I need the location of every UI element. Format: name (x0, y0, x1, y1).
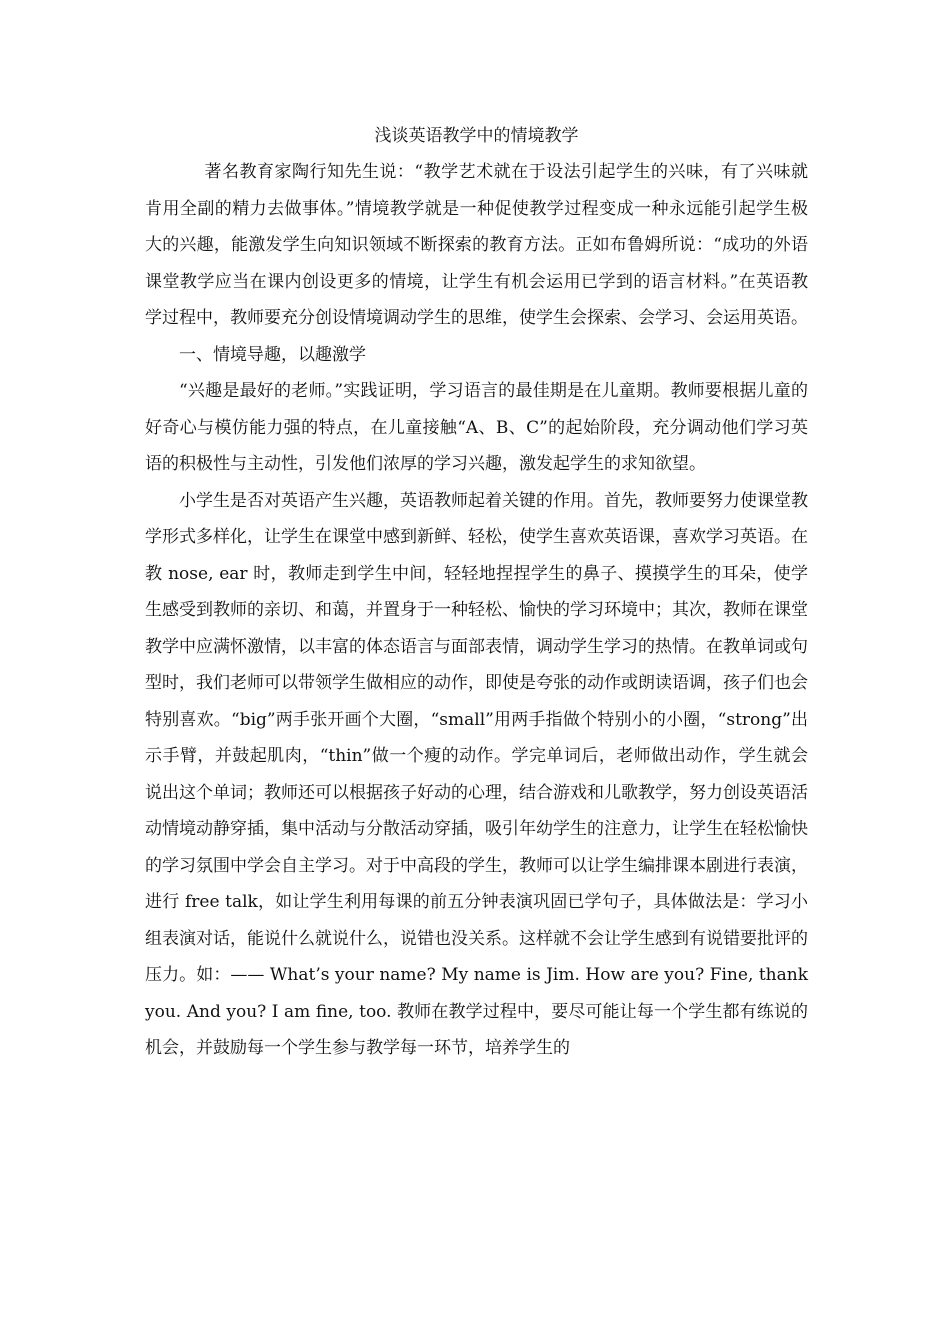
document-title: 浅谈英语教学中的情境教学 (374, 126, 579, 146)
paragraph-teacher-role: 小学生是否对英语产生兴趣，英语教师起着关键的作用。首先，教师要努力使课堂教学形式多样化，让学生在课堂中感到新鲜、轻松，使学生喜欢英语课，喜欢学习英语。在教 nose, ear 时，教师走到学生中间，轻轻地捏捏学生的鼻子、摸摸学生的耳朵，使学生感受到教师的亲切、和蔼，并置身于一种轻松、愉快的学习环境中；其次，教师在课堂教学中应满怀激情，以丰富的体态语言与面部表情，调动学生学习的热情。在教单词或句型时，我们老师可以带领学生做相应的动作，即使是夸张的动作或朗读语调，孩子们也会特别喜欢。“big”两手张开画个大圈，“small”用两手指做个特别小的小圈，“strong”出示手臂，并鼓起肌肉，“thin”做一个瘦的动作。学完单词后，老师做出动作，学生就会说出这个单词；教师还可以根据孩子好动的心理，结合游戏和儿歌教学，努力创设英语活动情境动静穿插，集中活动与分散活动穿插，吸引年幼学生的注意力，让学生在轻松愉快的学习氛围中学会自主学习。对于中高段的学生，教师可以让学生编排课本剧进行表演，进行 free talk，如让学生利用每课的前五分钟表演巩固已学句子，具体做法是：学习小组表演对话，能说什么就说什么，说错也没关系。这样就不会让学生感到有说错要批评的压力。如：—— What’s your name? My name is Jim. How are you? Fine, thank you. And you? I am fine, too. 教师在教学过程中，要尽可能让每一个学生都有练说的机会，并鼓励每一个学生参与教学每一环节，培养学生的 (145, 490, 808, 1058)
paragraph-intro: 著名教育家陶行知先生说：“教学艺术就在于设法引起学生的兴味，有了兴味就肯用全副的精力去做事体。”情境教学就是一种促使教学过程变成一种永远能引起学生极大的兴趣，能激发学生向知识领域不断探索的教育方法。正如布鲁姆所说：“成功的外语课堂教学应当在课内创设更多的情境，让学生有机会运用已学到的语言材料。”在英语教学过程中，教师要充分创设情境调动学生的思维，使学生会探索、会学习、会运用英语。 (145, 162, 808, 328)
paragraph-interest: “兴趣是最好的老师。”实践证明，学习语言的最佳期是在儿童期。教师要根据儿童的好奇心与模仿能力强的特点，在儿童接触“A、B、C”的起始阶段，充分调动他们学习英语的积极性与主动性，引发他们浓厚的学习兴趣，激发起学生的求知欲望。 (145, 381, 808, 474)
section-heading: 一、情境导趣，以趣激学 (179, 344, 366, 365)
document-body (145, 118, 808, 1067)
